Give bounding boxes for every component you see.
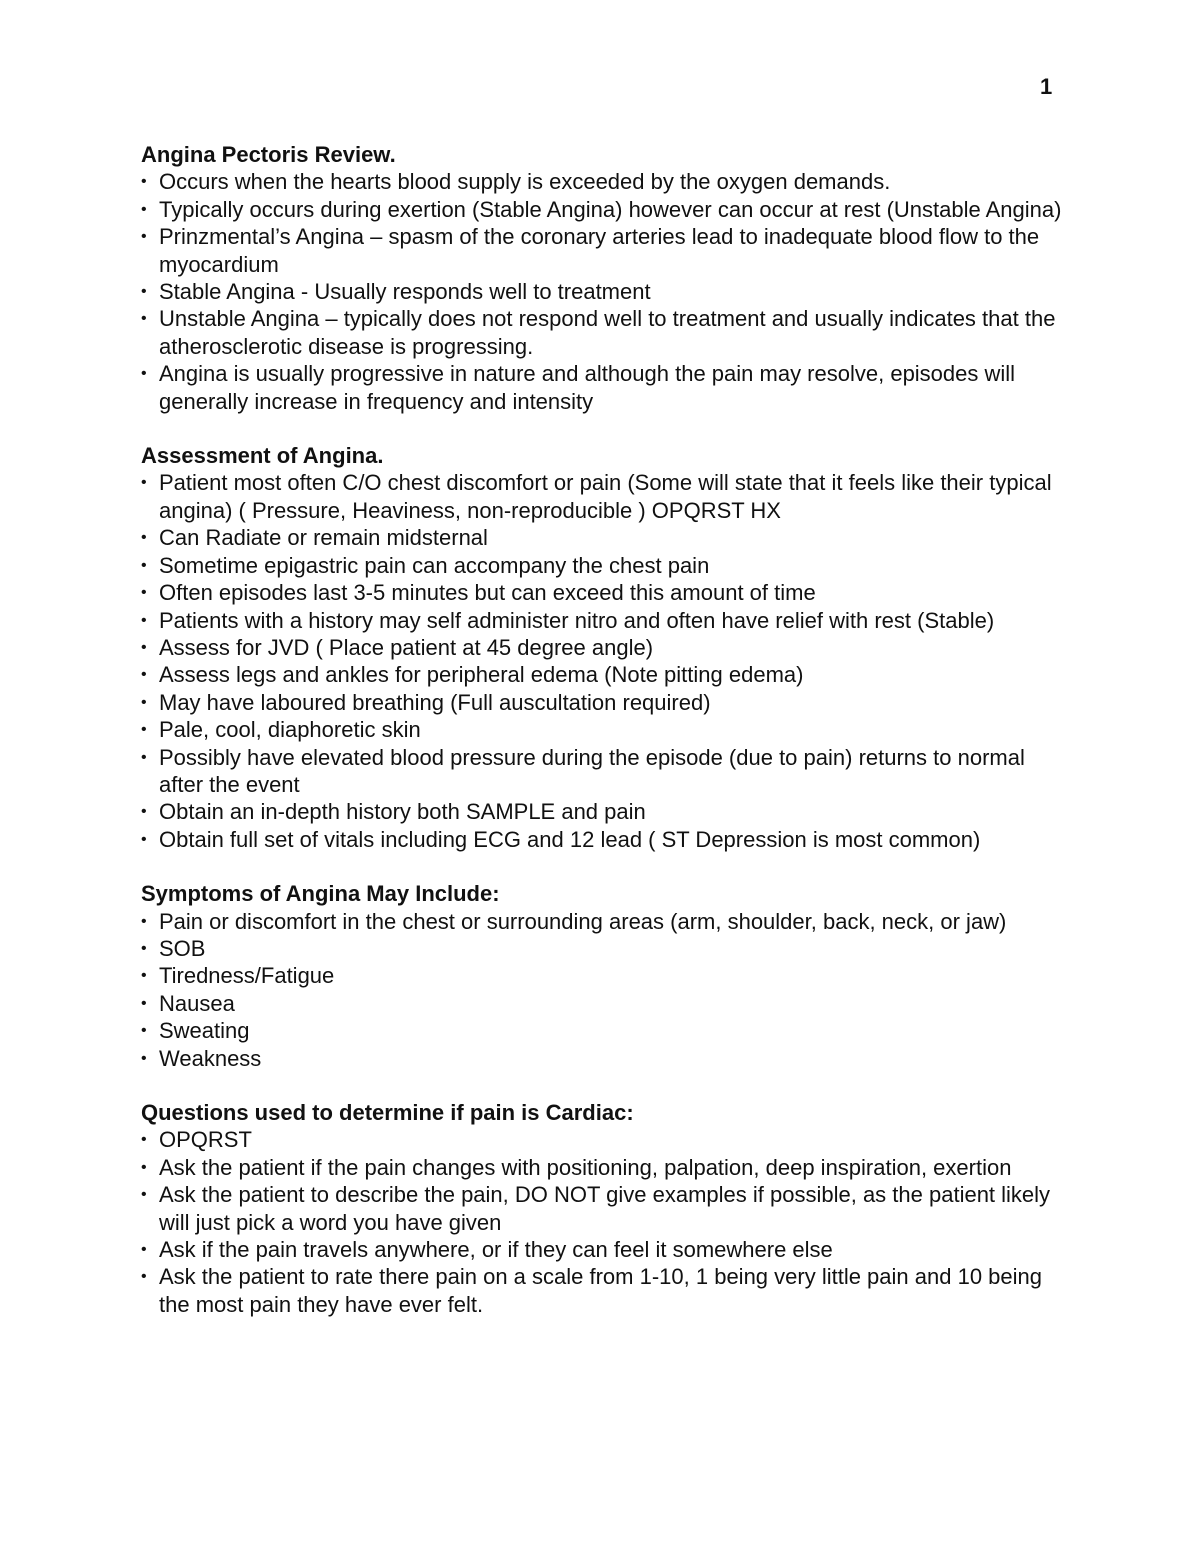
list-item-text: Typically occurs during exertion (Stable Angina) however can occur at rest (Unstable Angina) — [159, 196, 1062, 222]
list-item — [141, 935, 1071, 962]
list-item — [141, 1263, 1071, 1318]
list-item — [141, 908, 1071, 935]
page-number: 1 — [1040, 74, 1053, 99]
bullet-icon: • — [141, 474, 147, 492]
bullet-icon: • — [141, 1049, 147, 1067]
list-item-text: Stable Angina - Usually responds well to treatment — [159, 279, 651, 305]
list-item — [141, 962, 1071, 989]
section-heading: Assessment of Angina. — [141, 443, 384, 469]
list-item — [141, 360, 1071, 415]
list-item — [141, 1017, 1071, 1044]
bullet-icon: • — [141, 638, 147, 656]
bullet-icon: • — [141, 967, 147, 985]
list-item — [141, 305, 1071, 360]
list-item — [141, 278, 1071, 305]
list-item-text: Pale, cool, diaphoretic skin — [159, 717, 421, 743]
list-item — [141, 798, 1071, 825]
bullet-icon: • — [141, 611, 147, 629]
list-item-text: Prinzmental’s Angina – spasm of the coronary arteries lead to inadequate blood flow to the myocardium — [159, 224, 1040, 277]
bullet-icon: • — [141, 283, 147, 301]
bullet-icon: • — [141, 200, 147, 218]
bullet-icon: • — [141, 228, 147, 246]
list-item-text: Weakness — [159, 1045, 262, 1071]
section-cardiac-questions — [141, 1099, 1071, 1318]
list-item — [141, 689, 1071, 716]
list-item — [141, 469, 1071, 524]
bullet-icon: • — [141, 1241, 147, 1259]
bullet-icon: • — [141, 693, 147, 711]
section-angina-review — [141, 141, 1071, 415]
list-item — [141, 661, 1071, 688]
list-item — [141, 552, 1071, 579]
list-item-text: Occurs when the hearts blood supply is exceeded by the oxygen demands. — [159, 169, 891, 195]
list-item-text: Obtain full set of vitals including ECG and 12 lead ( ST Depression is most common) — [159, 826, 981, 852]
list-item-text: Often episodes last 3-5 minutes but can exceed this amount of time — [159, 580, 816, 606]
bullet-icon: • — [141, 748, 147, 766]
bullet-icon: • — [141, 1022, 147, 1040]
list-item-text: Possibly have elevated blood pressure during the episode (due to pain) returns to normal after the event — [159, 744, 1025, 797]
list-item — [141, 168, 1071, 195]
bullet-icon: • — [141, 1186, 147, 1204]
list-item-text: May have laboured breathing (Full auscultation required) — [159, 689, 711, 715]
bullet-icon: • — [141, 1158, 147, 1176]
list-item-text: Sweating — [159, 1018, 250, 1044]
list-item-text: Assess for JVD ( Place patient at 45 degree angle) — [159, 634, 654, 660]
list-item-text: Ask if the pain travels anywhere, or if they can feel it somewhere else — [159, 1237, 833, 1263]
section-heading: Symptoms of Angina May Include: — [141, 881, 500, 907]
list-item-text: Tiredness/Fatigue — [159, 963, 335, 989]
bullet-icon: • — [141, 721, 147, 739]
list-item-text: Sometime epigastric pain can accompany the chest pain — [159, 552, 710, 578]
list-item-text: Ask the patient to rate there pain on a scale from 1-10, 1 being very little pain and 10 being the most pain they have ever felt. — [159, 1264, 1042, 1317]
bullet-icon: • — [141, 173, 147, 191]
bullet-icon: • — [141, 556, 147, 574]
section-assessment — [141, 442, 1071, 853]
bullet-icon: • — [141, 310, 147, 328]
list-item — [141, 579, 1071, 606]
list-item — [141, 744, 1071, 799]
list-item — [141, 524, 1071, 551]
list-item-text: Assess legs and ankles for peripheral edema (Note pitting edema) — [159, 662, 804, 688]
bullet-icon: • — [141, 584, 147, 602]
list-item — [141, 826, 1071, 853]
section-heading: Angina Pectoris Review. — [141, 142, 396, 167]
list-item — [141, 716, 1071, 743]
list-item-text: Ask the patient if the pain changes with positioning, palpation, deep inspiration, exertion — [159, 1154, 1012, 1180]
bullet-icon: • — [141, 1268, 147, 1286]
list-item-text: Can Radiate or remain midsternal — [159, 525, 488, 551]
list-item-text: Nausea — [159, 990, 235, 1016]
list-item-text: Angina is usually progressive in nature and although the pain may resolve, episodes will generally increase in frequency and intensity — [159, 361, 1016, 414]
bullet-icon: • — [141, 939, 147, 957]
bullet-icon: • — [141, 529, 147, 547]
list-item — [141, 223, 1071, 278]
bullet-list — [141, 908, 1071, 1072]
bullet-list — [141, 1126, 1071, 1318]
bullet-list — [141, 168, 1071, 415]
bullet-icon: • — [141, 365, 147, 383]
document-body — [141, 141, 1071, 1345]
bullet-icon: • — [141, 803, 147, 821]
bullet-icon: • — [141, 994, 147, 1012]
section-symptoms — [141, 880, 1071, 1072]
list-item-text: Obtain an in-depth history both SAMPLE and pain — [159, 799, 646, 825]
list-item — [141, 1126, 1071, 1153]
list-item — [141, 1181, 1071, 1236]
list-item — [141, 990, 1071, 1017]
list-item-text: Ask the patient to describe the pain, DO NOT give examples if possible, as the patient likely will just pick a word you have given — [159, 1182, 1051, 1235]
list-item — [141, 1236, 1071, 1263]
bullet-icon: • — [141, 1131, 147, 1149]
bullet-icon: • — [141, 912, 147, 930]
list-item — [141, 196, 1071, 223]
list-item — [141, 1154, 1071, 1181]
list-item-text: Unstable Angina – typically does not respond well to treatment and usually indicates that the atherosclerotic disease is progressing. — [159, 306, 1056, 359]
list-item-text: Patient most often C/O chest discomfort or pain (Some will state that it feels like their typical angina) ( Pressure, Heaviness, non-reproducible ) OPQRST HX — [159, 470, 1052, 523]
list-item-text: SOB — [159, 935, 206, 961]
bullet-icon: • — [141, 666, 147, 684]
list-item — [141, 607, 1071, 634]
list-item-text: Patients with a history may self administer nitro and often have relief with rest (Stable) — [159, 607, 995, 633]
list-item — [141, 1045, 1071, 1072]
section-heading: Questions used to determine if pain is Cardiac: — [141, 1100, 634, 1125]
list-item-text: Pain or discomfort in the chest or surrounding areas (arm, shoulder, back, neck, or jaw) — [159, 908, 1007, 934]
bullet-list — [141, 469, 1071, 853]
list-item — [141, 634, 1071, 661]
bullet-icon: • — [141, 830, 147, 848]
list-item-text: OPQRST — [159, 1127, 252, 1153]
